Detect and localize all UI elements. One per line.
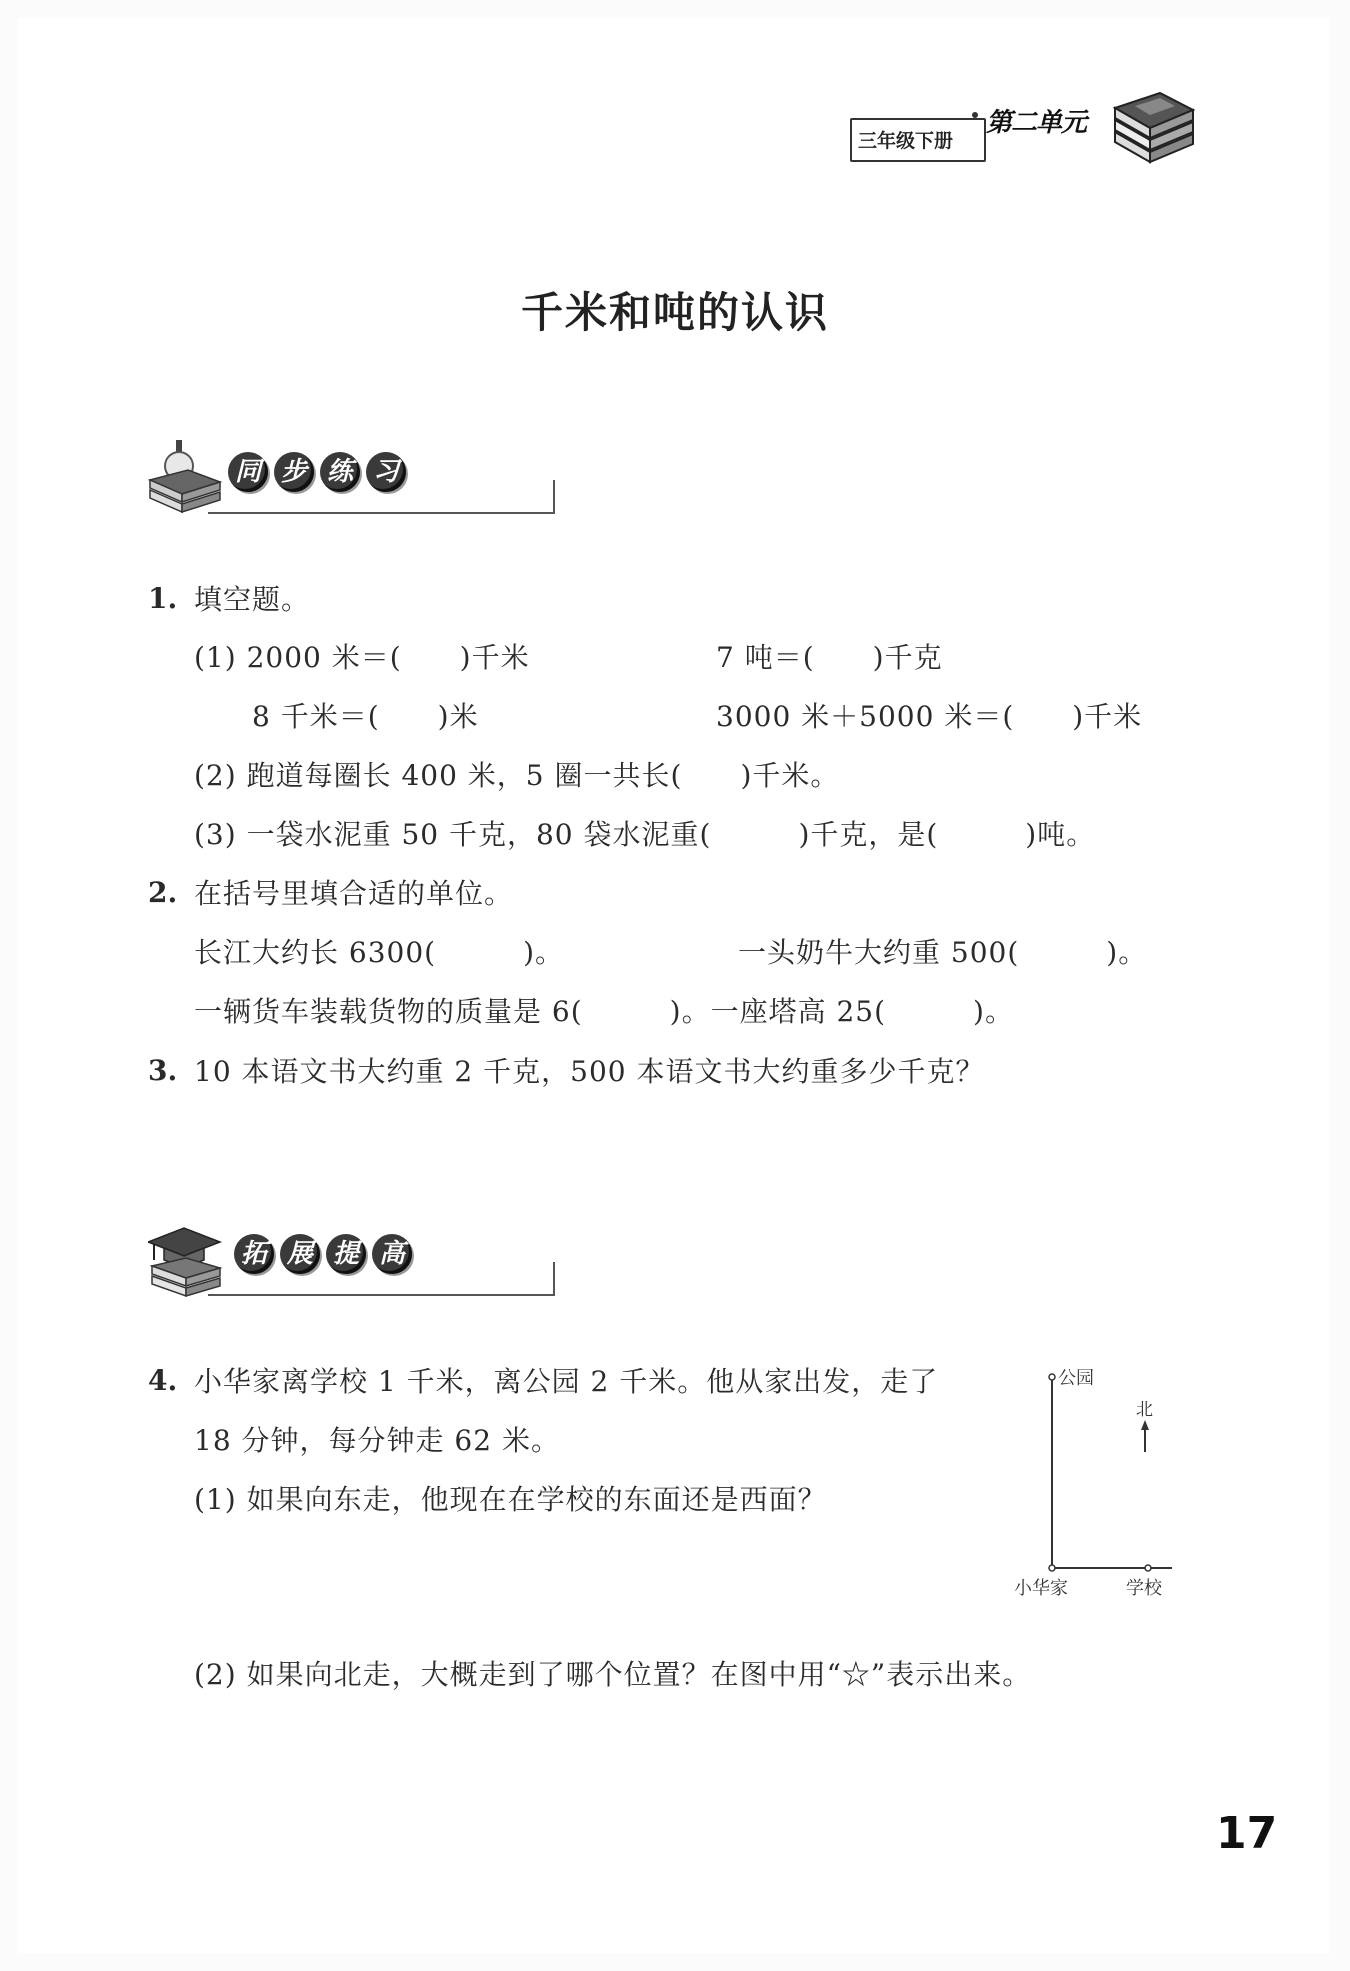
banner-char: 同 xyxy=(228,452,268,492)
home-label: 小华家 xyxy=(1014,1578,1068,1599)
fill-blank-line: 一辆货车装载货物的质量是 6( )。一座塔高 25( )。 xyxy=(194,995,1014,1028)
fill-blank-line: 3000 米＋5000 米＝( )千米 xyxy=(716,700,1143,733)
sub-question: (2) 如果向北走，大概走到了哪个位置？在图中用“☆”表示出来。 xyxy=(194,1658,1032,1691)
fill-blank-line: 8 千米＝( )米 xyxy=(252,700,479,733)
graduation-cap-on-books-icon xyxy=(148,1220,223,1300)
banner-char: 习 xyxy=(366,452,406,492)
banner-char: 高 xyxy=(372,1234,412,1274)
question-number: 2. xyxy=(148,876,178,909)
north-label: 北 xyxy=(1136,1400,1153,1420)
books-stack-icon xyxy=(1105,88,1195,168)
sub-question: (1) 如果向东走，他现在在学校的东面还是西面？ xyxy=(194,1483,827,1516)
question-number: 1. xyxy=(148,582,178,615)
north-arrow-head-icon xyxy=(1141,1420,1149,1430)
section-banner-practice xyxy=(148,438,568,518)
grade-label: 三年级下册 xyxy=(858,130,954,152)
school-label: 学校 xyxy=(1126,1578,1162,1599)
direction-diagram xyxy=(1010,1360,1190,1610)
question-number: 4. xyxy=(148,1364,178,1397)
question-stem: 填空题。 xyxy=(194,583,311,616)
question-line: 小华家离学校 1 千米，离公园 2 千米。他从家出发，走了 xyxy=(194,1365,939,1398)
fill-blank-line: 长江大约长 6300( )。 xyxy=(194,936,565,969)
question-line: 18 分钟，每分钟走 62 米。 xyxy=(194,1424,560,1457)
question-stem: 在括号里填合适的单位。 xyxy=(194,877,514,910)
section-banner-extend xyxy=(148,1220,568,1300)
fill-blank-line: 一头奶牛大约重 500( )。 xyxy=(738,936,1148,969)
banner-char: 展 xyxy=(280,1234,320,1274)
lamp-on-books-icon xyxy=(148,438,223,518)
header-dot xyxy=(972,112,978,118)
unit-label: 第二单元 xyxy=(986,108,1087,138)
page-title: 千米和吨的认识 xyxy=(520,288,829,337)
banner-char: 拓 xyxy=(234,1234,274,1274)
question-stem: 10 本语文书大约重 2 千克，500 本语文书大约重多少千克？ xyxy=(194,1055,985,1088)
banner-title-extend xyxy=(234,1234,412,1274)
page-number: 17 xyxy=(1216,1808,1278,1859)
fill-blank-line: (2) 跑道每圈长 400 米，5 圈一共长( )千米。 xyxy=(194,759,840,792)
fill-blank-line: 7 吨＝( )千克 xyxy=(716,641,943,674)
banner-char: 提 xyxy=(326,1234,366,1274)
park-point xyxy=(1049,1374,1055,1380)
home-point xyxy=(1049,1565,1055,1571)
banner-char: 练 xyxy=(320,452,360,492)
banner-char: 步 xyxy=(274,452,314,492)
fill-blank-line: (3) 一袋水泥重 50 千克，80 袋水泥重( )千克，是( )吨。 xyxy=(194,818,1096,851)
question-number: 3. xyxy=(148,1054,178,1087)
fill-blank-line: (1) 2000 米＝( )千米 xyxy=(194,641,530,674)
school-point xyxy=(1145,1565,1151,1571)
banner-title-practice xyxy=(228,452,406,492)
park-label: 公园 xyxy=(1058,1368,1094,1389)
